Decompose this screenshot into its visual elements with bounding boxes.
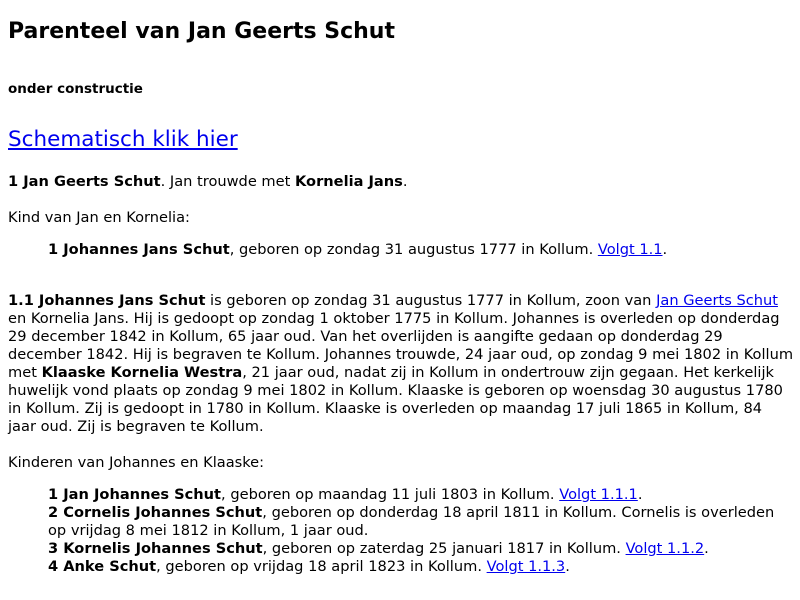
child-end: .: [565, 558, 570, 575]
volgt-link[interactable]: Volgt 1.1.3: [486, 558, 566, 575]
gen1-text: . Jan trouwde met: [160, 173, 295, 190]
gen1-child: [48, 241, 796, 259]
gen2-text-2: en Kornelia Jans. Hij is gedoopt op zondag 1 oktober 1775 in Kollum. Johannes is overleden op donderdag 29 december 1842 in Kollum, 65 jaar oud. Van het overlijden is aangifte gedaan op donderdag 29 december 1842. Hij is begraven te Kollum. Johannes trouwde, 24 jaar oud, op zondag 9 mei 1802 in Kollum met: [8, 310, 794, 381]
child-entry: [48, 486, 796, 504]
gen2-paragraph: [8, 292, 794, 436]
gen2-name: 1.1 Johannes Jans Schut: [8, 292, 206, 309]
volgt-link[interactable]: Volgt 1.1.2: [625, 540, 705, 557]
volgt-link[interactable]: Volgt 1.1.1: [559, 486, 638, 503]
child-text: , geboren op zaterdag 25 januari 1817 in Kollum.: [262, 540, 626, 557]
page-title: Parenteel van Jan Geerts Schut: [8, 19, 395, 44]
child-text: , geboren op zondag 31 augustus 1777 in Kollum.: [229, 241, 598, 258]
child-end: .: [704, 540, 709, 557]
schema-link[interactable]: Schematisch klik hier: [8, 127, 238, 152]
child-entry: [48, 504, 796, 540]
child-name: 4 Anke Schut: [48, 558, 157, 575]
child-name: 1 Jan Johannes Schut: [48, 486, 222, 503]
child-text: , geboren op maandag 11 juli 1803 in Kollum.: [221, 486, 560, 503]
schema-heading: [8, 125, 238, 155]
child-entry: [48, 558, 796, 576]
page-subtitle: onder constructie: [8, 81, 143, 97]
volgt-link[interactable]: Volgt 1.1: [597, 241, 663, 258]
child-name: 2 Cornelis Johannes Schut: [48, 504, 263, 521]
father-link[interactable]: Jan Geerts Schut: [656, 292, 778, 309]
gen2-text-3: , 21 jaar oud, nadat zij in Kollum in ondertrouw zijn gegaan. Het kerkelijk huwelijk vond plaats op zondag 9 mei 1802 in Kollum. Klaaske is geboren op woensdag 30 augustus 1780 in Kollum. Zij is gedoopt in 1780 in Kollum. Klaaske is overleden op maandag 17 juli 1865 in Kollum, 84 jaar oud. Zij is begraven te Kollum.: [8, 364, 783, 435]
child-name: 3 Kornelis Johannes Schut: [48, 540, 263, 557]
gen1-name: 1 Jan Geerts Schut: [8, 173, 161, 190]
gen1-spouse: Kornelia Jans: [295, 173, 403, 190]
gen2-children-intro: Kinderen van Johannes en Klaaske:: [8, 454, 265, 471]
child-name: 1 Johannes Jans Schut: [48, 241, 230, 258]
gen1-children-intro: Kind van Jan en Kornelia:: [8, 209, 190, 226]
gen2-spouse: Klaaske Kornelia Westra: [41, 364, 243, 381]
gen1-paragraph: [8, 173, 794, 191]
child-entry: [48, 540, 796, 558]
child-text: , geboren op donderdag 18 april 1811 in Kollum. Cornelis is overleden op vrijdag 8 mei 1812 in Kollum, 1 jaar oud.: [48, 504, 775, 539]
child-end: .: [662, 241, 668, 258]
child-text: , geboren op vrijdag 18 april 1823 in Kollum.: [156, 558, 487, 575]
gen2-children-list: [48, 486, 796, 576]
gen2-text-1: is geboren op zondag 31 augustus 1777 in Kollum, zoon van: [205, 292, 657, 309]
gen1-text-end: .: [402, 173, 408, 190]
child-end: .: [637, 486, 643, 503]
